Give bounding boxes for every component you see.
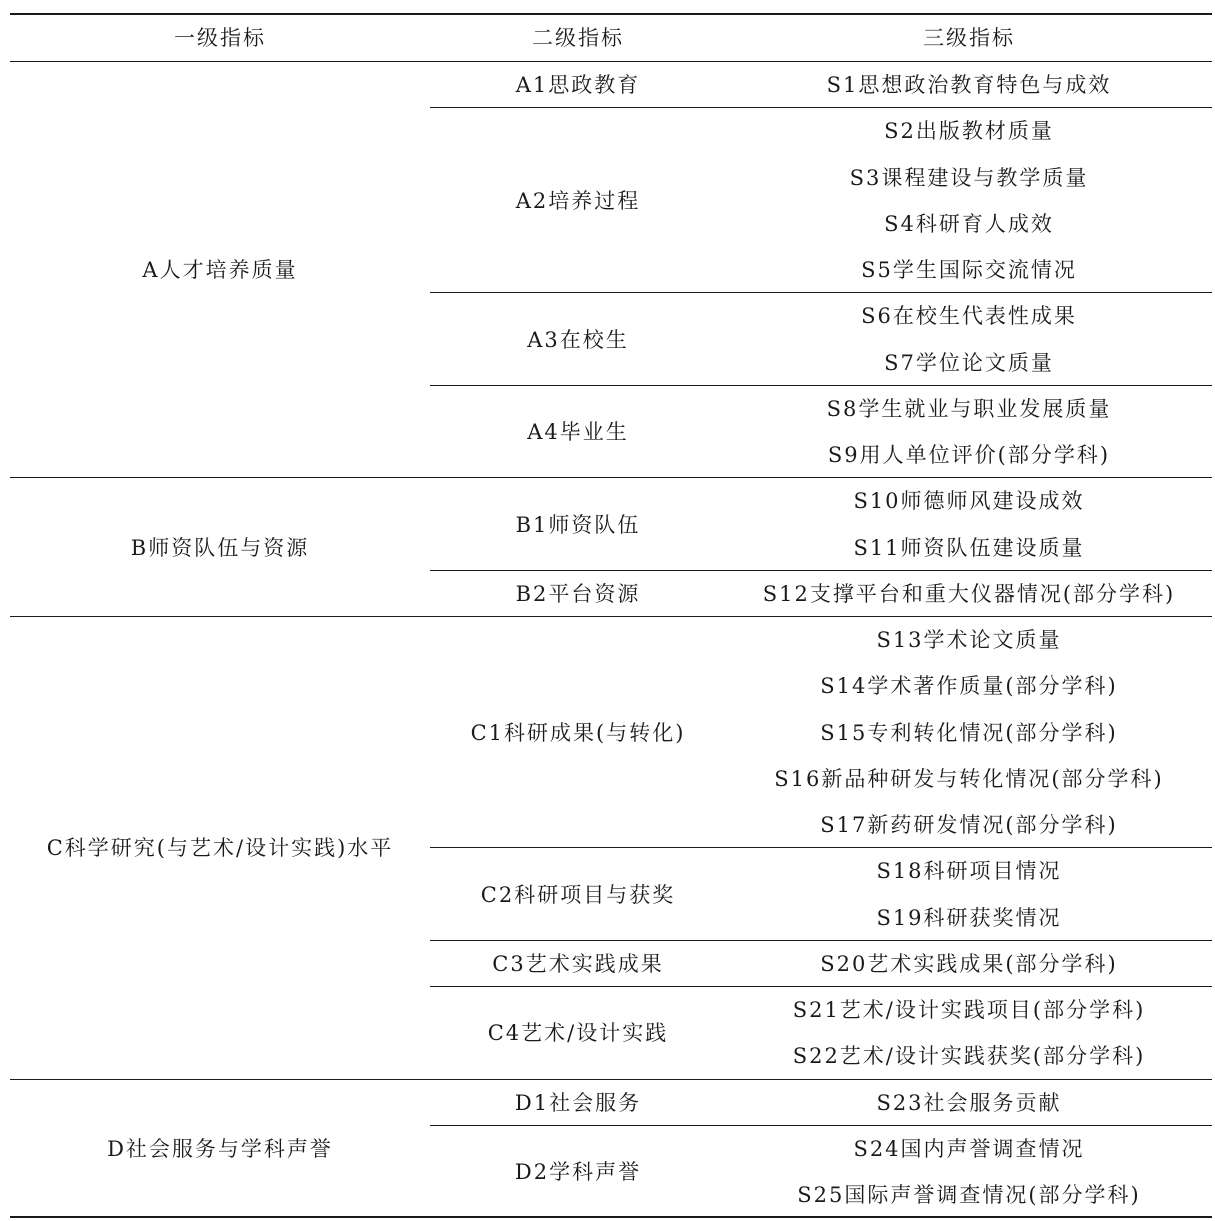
header-level2: 二级指标 <box>532 26 624 50</box>
level2-cell: B2平台资源 <box>515 581 641 606</box>
level2-cell: C4艺术/设计实践 <box>487 1021 669 1046</box>
level2-cell: C1科研成果(与转化) <box>470 720 686 745</box>
level3-cell: S24国内声誉调查情况 <box>853 1136 1085 1161</box>
level3-cell: S9用人单位评价(部分学科) <box>827 443 1111 468</box>
level3-cell: S8学生就业与职业发展质量 <box>826 396 1112 421</box>
level2-cell: A1思政教育 <box>515 73 641 98</box>
level3-cell: S14学术著作质量(部分学科) <box>820 674 1118 699</box>
level3-cell: S13学术论文质量 <box>876 628 1062 653</box>
level2-cell: B1师资队伍 <box>515 512 641 537</box>
level3-cell: S6在校生代表性成果 <box>861 304 1077 329</box>
level3-cell: S22艺术/设计实践获奖(部分学科) <box>792 1044 1146 1069</box>
level2-cell: A4毕业生 <box>527 420 629 444</box>
level3-cell: S21艺术/设计实践项目(部分学科) <box>792 998 1146 1023</box>
level3-cell: S16新品种研发与转化情况(部分学科) <box>774 766 1164 791</box>
level1-cell: A人才培养质量 <box>142 258 298 283</box>
level1-cell: D社会服务与学科声誉 <box>107 1136 333 1161</box>
header-level1: 一级指标 <box>174 26 266 50</box>
level2-cell: C3艺术实践成果 <box>492 951 664 976</box>
level3-cell: S10师德师风建设成效 <box>853 489 1085 514</box>
level2-cell: C2科研项目与获奖 <box>480 882 676 907</box>
level1-cell: B师资队伍与资源 <box>130 535 310 560</box>
level3-cell: S19科研获奖情况 <box>876 905 1062 930</box>
level3-cell: S23社会服务贡献 <box>876 1090 1062 1115</box>
level3-cell: S7学位论文质量 <box>884 350 1054 375</box>
level2-cell: A2培养过程 <box>515 188 641 213</box>
level3-cell: S18科研项目情况 <box>876 859 1062 884</box>
level1-cell: C科学研究(与艺术/设计实践)水平 <box>46 836 394 861</box>
level3-cell: S3课程建设与教学质量 <box>849 165 1089 190</box>
level2-cell: D2学科声誉 <box>514 1160 642 1184</box>
table-top-rule <box>10 13 1212 15</box>
level3-cell: S17新药研发情况(部分学科) <box>820 813 1118 838</box>
level3-cell: S15专利转化情况(部分学科) <box>820 720 1118 745</box>
level3-cell: S1思想政治教育特色与成效 <box>826 73 1112 98</box>
level3-cell: S12支撑平台和重大仪器情况(部分学科) <box>762 581 1176 606</box>
level3-cell: S25国际声誉调查情况(部分学科) <box>797 1183 1141 1208</box>
level3-cell: S20艺术实践成果(部分学科) <box>820 951 1118 976</box>
level3-cell: S5学生国际交流情况 <box>861 258 1077 283</box>
header-level3: 三级指标 <box>923 26 1015 50</box>
level3-cell: S11师资队伍建设质量 <box>853 535 1085 560</box>
level3-cell: S4科研育人成效 <box>884 211 1054 236</box>
level3-cell: S2出版教材质量 <box>884 119 1054 144</box>
level2-cell: A3在校生 <box>527 327 629 352</box>
level2-cell: D1社会服务 <box>514 1090 642 1115</box>
